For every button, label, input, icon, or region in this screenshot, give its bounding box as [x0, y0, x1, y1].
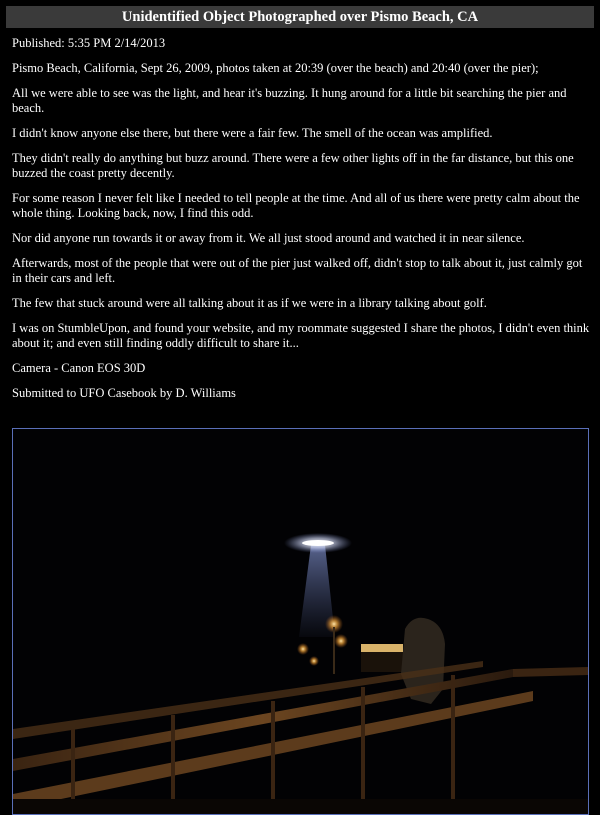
submitted-by: Submitted to UFO Casebook by D. Williams [12, 386, 236, 400]
article-body [12, 36, 590, 411]
paragraph-6: Nor did anyone run towards it or away from it. We all just stood around and watched it in near silence. [12, 231, 525, 245]
page-title: Unidentified Object Photographed over Pismo Beach, CA [121, 8, 479, 25]
paragraph-1: Pismo Beach, California, Sept 26, 2009, photos taken at 20:39 (over the beach) and 20:40 (over the pier); [12, 61, 539, 75]
paragraph-4: They didn't really do anything but buzz around. There were a few other lights off in the far distance, but this one buzzed the coast pretty decently. [12, 151, 574, 180]
paragraph-5: For some reason I never felt like I needed to tell people at the time. And all of us there were pretty calm about the whole thing. Looking back, now, I find this odd. [12, 191, 580, 220]
page-title-bar [6, 6, 594, 28]
paragraph-7: Afterwards, most of the people that were out of the pier just walked off, didn't stop to talk about it, just calmly got in their cars and left. [12, 256, 583, 285]
paragraph-9: I was on StumbleUpon, and found your website, and my roommate suggested I share the photos, I didn't even think about it; and even still finding oddly difficult to share it... [12, 321, 590, 350]
paragraph-3: I didn't know anyone else there, but there were a fair few. The smell of the ocean was amplified. [12, 126, 493, 140]
ufo-photo-image [13, 429, 588, 814]
paragraph-2: All we were able to see was the light, and hear it's buzzing. It hung around for a little bit searching the pier and beach. [12, 86, 567, 115]
published-date: Published: 5:35 PM 2/14/2013 [12, 36, 166, 50]
camera-info: Camera - Canon EOS 30D [12, 361, 146, 375]
paragraph-8: The few that stuck around were all talking about it as if we were in a library talking about golf. [12, 296, 487, 310]
lit-building [361, 644, 403, 652]
ufo-photo [12, 428, 589, 815]
